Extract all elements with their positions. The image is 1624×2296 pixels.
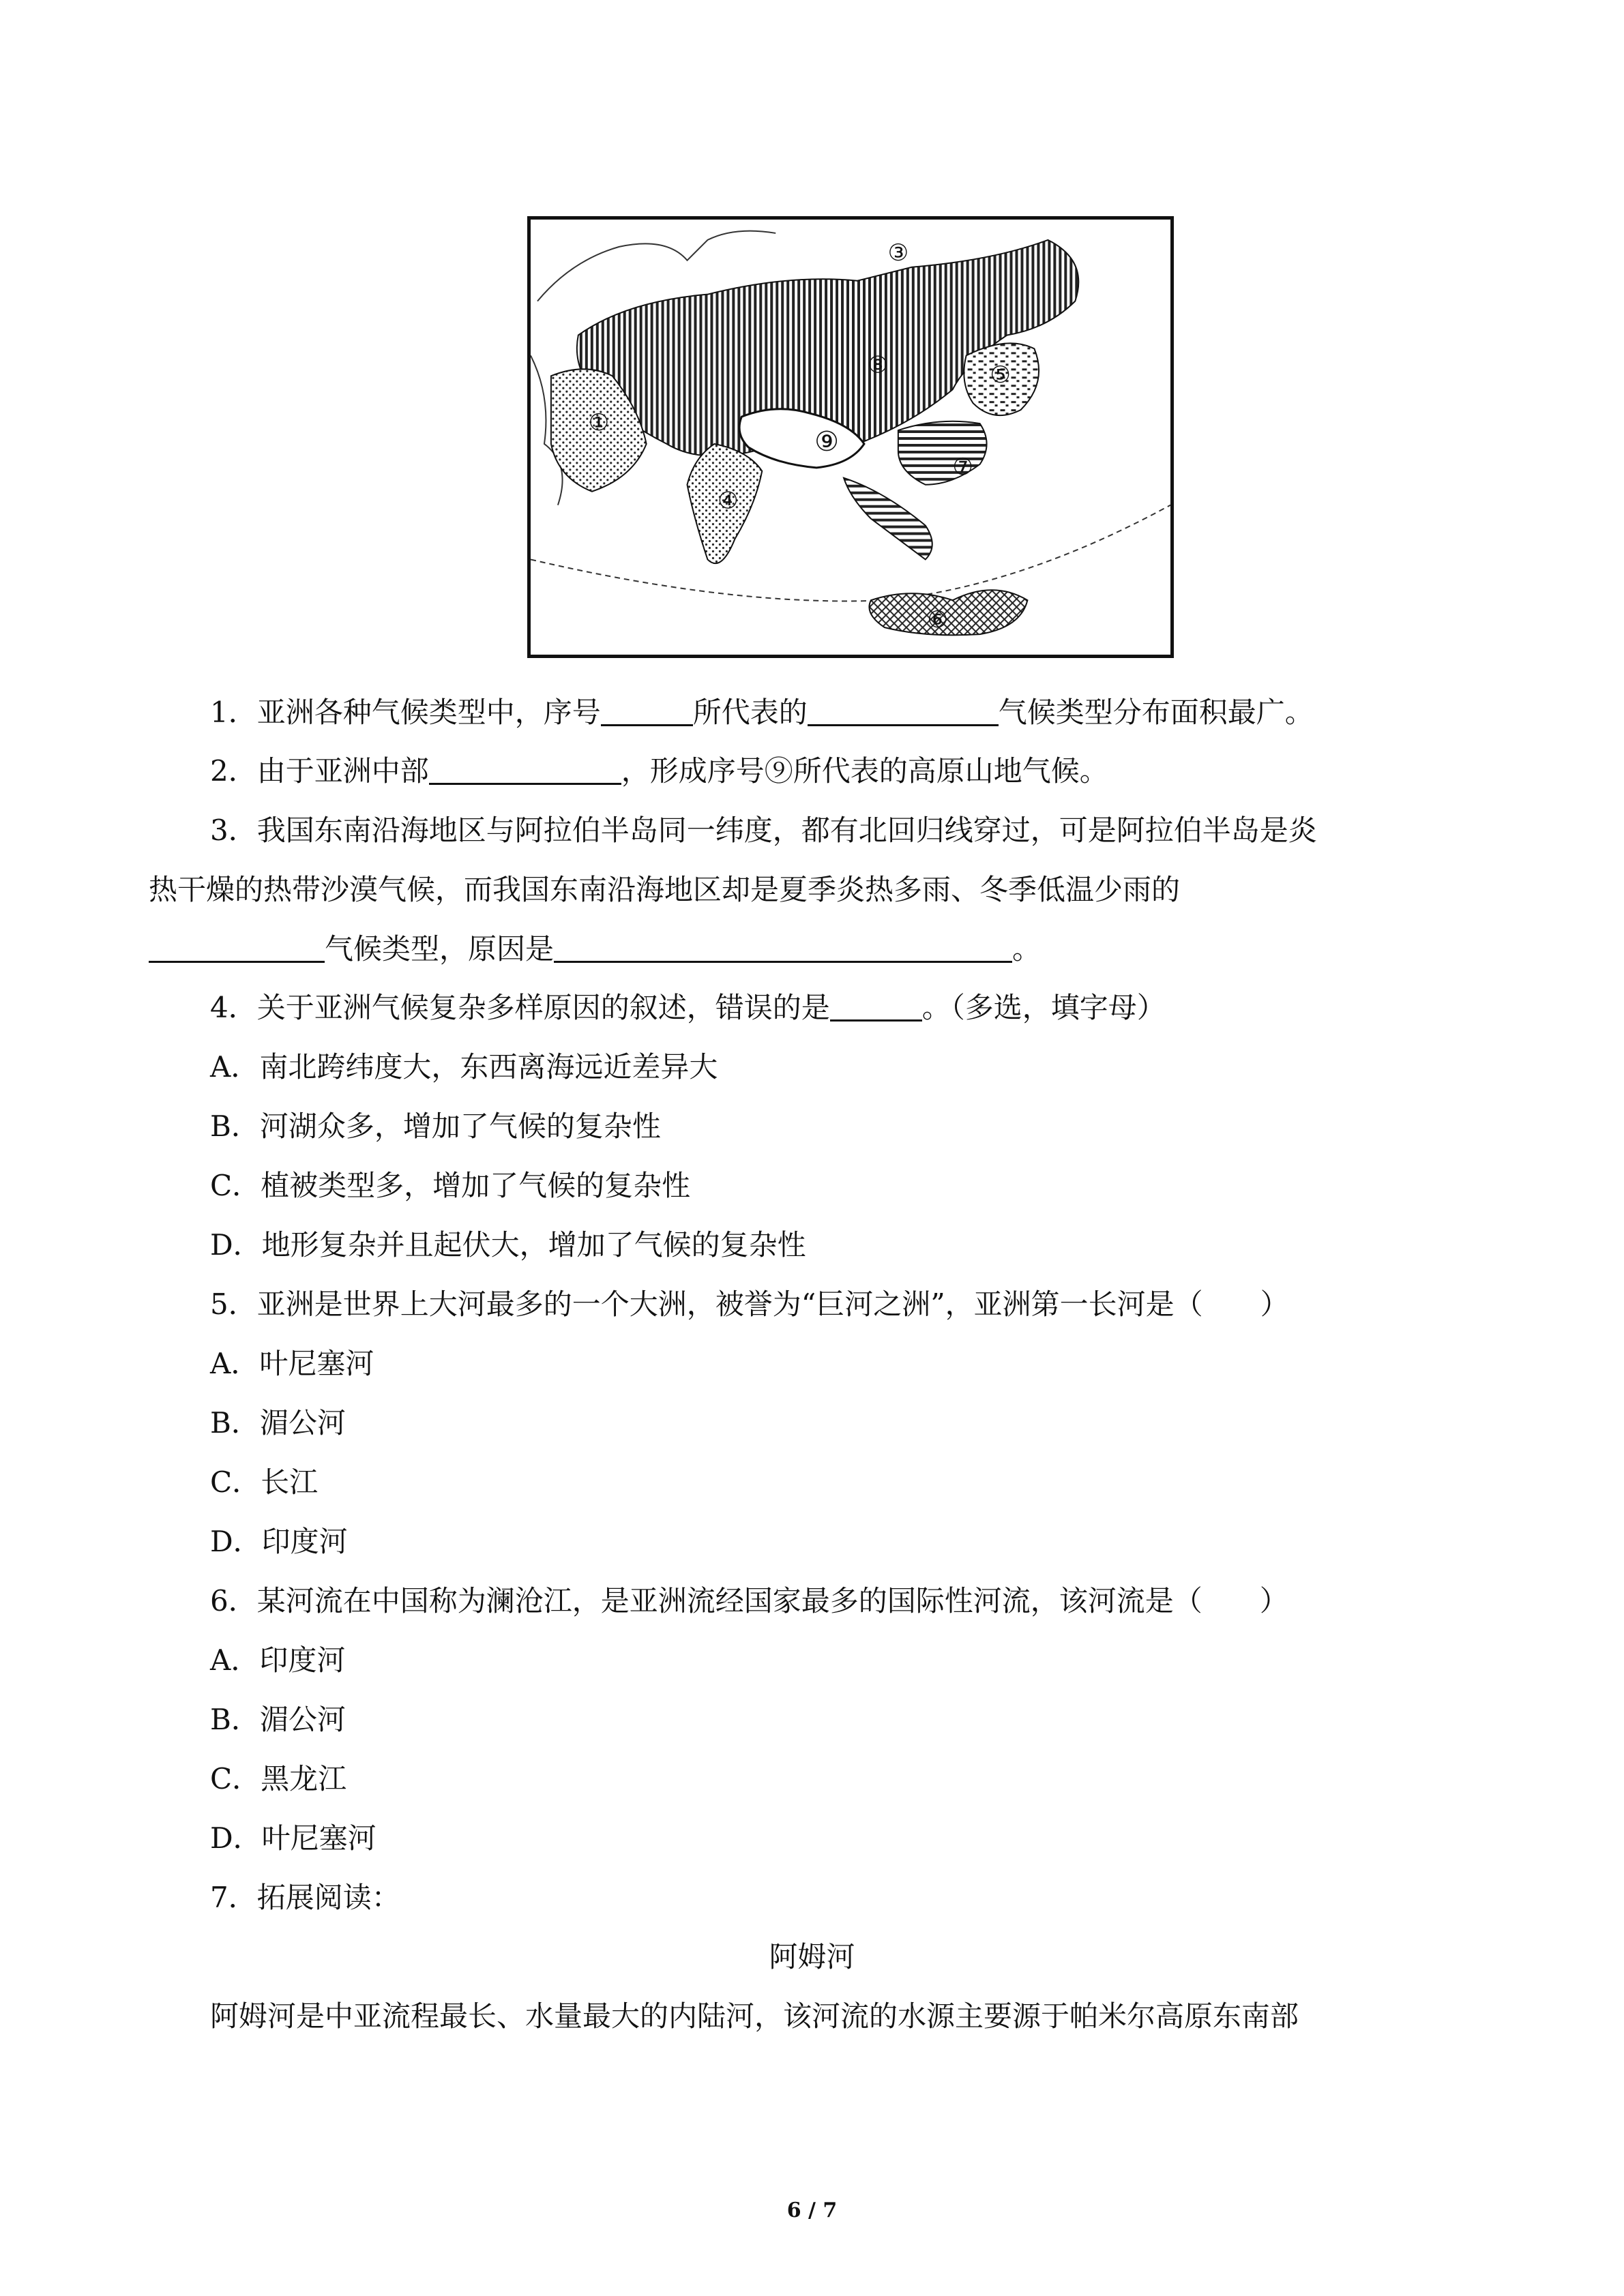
- question-5-option-b[interactable]: B．湄公河: [210, 1406, 346, 1440]
- asia-climate-map-drawing: [531, 220, 1170, 655]
- map-marker-8: ⑧: [867, 351, 889, 378]
- answer-blank[interactable]: [808, 694, 999, 726]
- question-2-text-a: 2．由于亚洲中部: [210, 754, 429, 788]
- question-6-option-c[interactable]: C．黑龙江: [210, 1762, 347, 1795]
- question-4-option-b[interactable]: B．河湖众多，增加了气候的复杂性: [210, 1109, 661, 1143]
- question-1: [210, 692, 1314, 733]
- question-4-text-a: 4．关于亚洲气候复杂多样原因的叙述，错误的是: [210, 991, 830, 1024]
- question-1-text-a: 1．亚洲各种气候类型中，序号: [210, 696, 601, 729]
- question-4: [210, 987, 1166, 1028]
- question-6-option-b[interactable]: B．湄公河: [210, 1703, 346, 1736]
- map-marker-7: ⑦: [952, 453, 973, 480]
- question-7: 7．拓展阅读：: [210, 1881, 400, 1914]
- question-6-option-a[interactable]: A．印度河: [210, 1643, 346, 1677]
- question-6-option-d[interactable]: D．叶尼塞河: [210, 1821, 377, 1855]
- reading-title: 阿姆河: [769, 1940, 855, 1973]
- question-4-option-d[interactable]: D．地形复杂并且起伏大，增加了气候的复杂性: [210, 1228, 806, 1262]
- question-5-option-c[interactable]: C．长江: [210, 1465, 319, 1499]
- asia-climate-map: [527, 216, 1174, 658]
- question-5-option-a[interactable]: A．叶尼塞河: [210, 1347, 374, 1380]
- question-3-line-3: [149, 929, 1041, 970]
- question-6: 6．某河流在中国称为澜沧江，是亚洲流经国家最多的国际性河流，该河流是（ ）: [210, 1584, 1288, 1617]
- question-3-text-b: 。: [1012, 932, 1042, 966]
- page-number: 6 / 7: [786, 2198, 838, 2222]
- map-marker-9: ⑨: [814, 426, 839, 458]
- question-3-text-a: 气候类型，原因是: [325, 932, 555, 966]
- reading-text: 阿姆河是中亚流程最长、水量最大的内陆河，该河流的水源主要源于帕米尔高原东南部: [210, 1999, 1299, 2033]
- question-3-line-2: 热干燥的热带沙漠气候，而我国东南沿海地区却是夏季炎热多雨、冬季低温少雨的: [149, 873, 1181, 906]
- map-marker-3: ③: [887, 239, 909, 266]
- question-3-line-1: 3．我国东南沿海地区与阿拉伯半岛同一纬度，都有北回归线穿过，可是阿拉伯半岛是炎: [210, 814, 1317, 847]
- question-1-text-c: 气候类型分布面积最广。: [998, 696, 1314, 729]
- question-2: [210, 751, 1108, 792]
- question-4-text-b: 。（多选，填字母）: [921, 991, 1166, 1024]
- question-5: 5．亚洲是世界上大河最多的一个大洲，被誉为“巨河之洲”，亚洲第一长河是（ ）: [210, 1287, 1289, 1321]
- question-5-option-d[interactable]: D．印度河: [210, 1525, 348, 1558]
- map-marker-6: ⑥: [927, 606, 948, 633]
- question-1-text-b: 所代表的: [692, 696, 808, 729]
- answer-blank[interactable]: [601, 694, 693, 726]
- map-marker-4: ④: [718, 487, 739, 514]
- question-2-text-b: ，形成序号⑨所代表的高原山地气候。: [621, 754, 1108, 788]
- answer-blank[interactable]: [429, 753, 621, 785]
- map-marker-1: ①: [588, 409, 609, 436]
- map-marker-5: ⑤: [990, 361, 1011, 389]
- question-4-option-a[interactable]: A．南北跨纬度大，东西离海远近差异大: [210, 1050, 718, 1084]
- question-4-option-c[interactable]: C．植被类型多，增加了气候的复杂性: [210, 1169, 691, 1202]
- answer-blank[interactable]: [149, 931, 325, 963]
- answer-blank[interactable]: [554, 931, 1012, 963]
- answer-blank[interactable]: [830, 989, 922, 1022]
